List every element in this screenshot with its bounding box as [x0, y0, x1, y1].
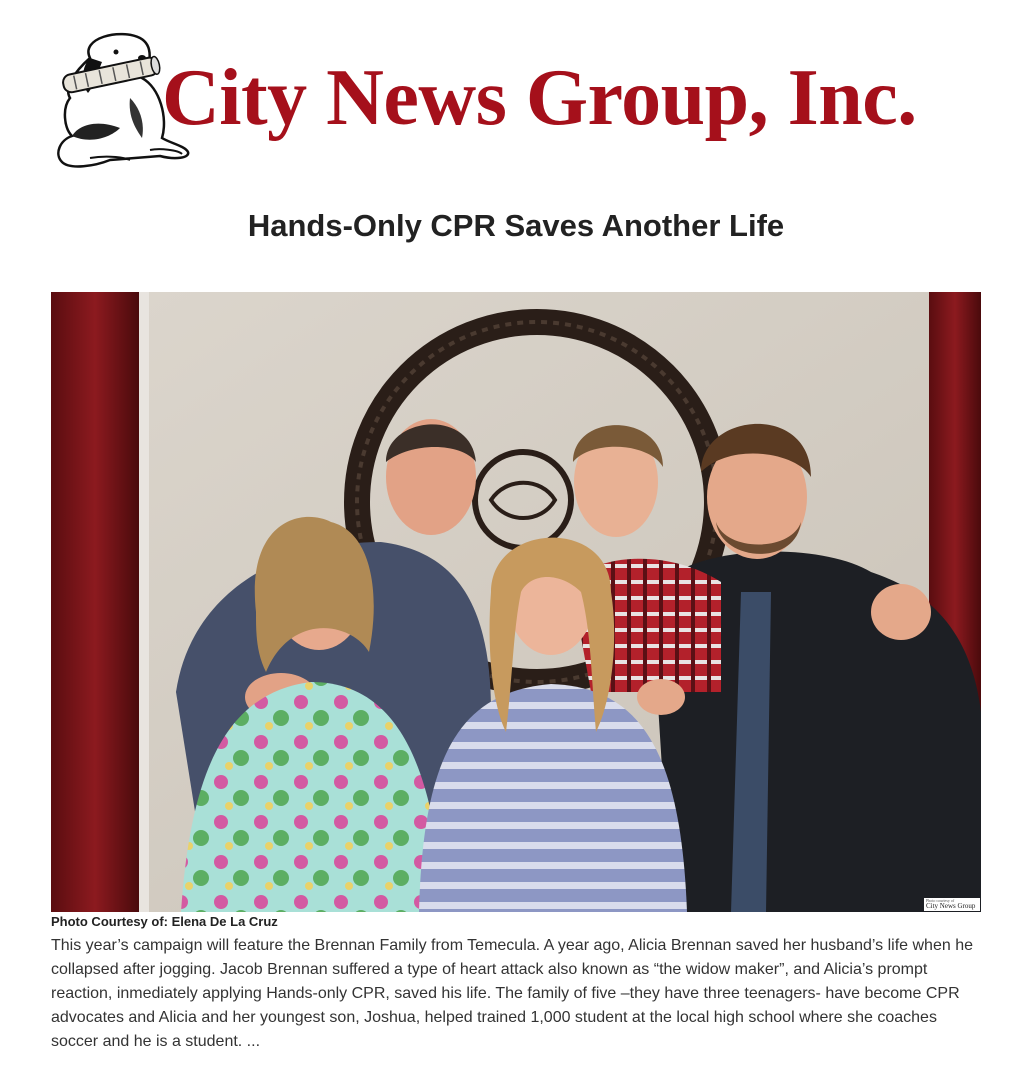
- photo-watermark: [924, 898, 980, 911]
- masthead: [50, 28, 980, 178]
- masthead-title: City News Group, Inc.: [162, 54, 917, 142]
- family-photo-illustration: [51, 292, 981, 912]
- family-photo: [51, 292, 981, 912]
- photo-credit: Photo Courtesy of: Elena De La Cruz: [51, 914, 278, 929]
- watermark-caption: Photo courtesy of: [926, 898, 955, 903]
- watermark-text: City News Group: [926, 902, 976, 910]
- article-headline: Hands-Only CPR Saves Another Life: [247, 208, 785, 243]
- article-body: This year’s campaign will feature the Brennan Family from Temecula. A year ago, Alicia Brennan saved her husband’s life when he collapsed after jogging. Jacob Brennan suffered a type of heart attack also known as “the widow maker”, and Alicia’s prompt reaction, inmediately applying Hands-only CPR, saved his life. The family of five –they have three teenagers- have become CPR advocates and Alicia and her youngest son, Joshua, helped trained 1,000 student at the local high school where she coaches soccer and he is a student. ...: [51, 937, 973, 1050]
